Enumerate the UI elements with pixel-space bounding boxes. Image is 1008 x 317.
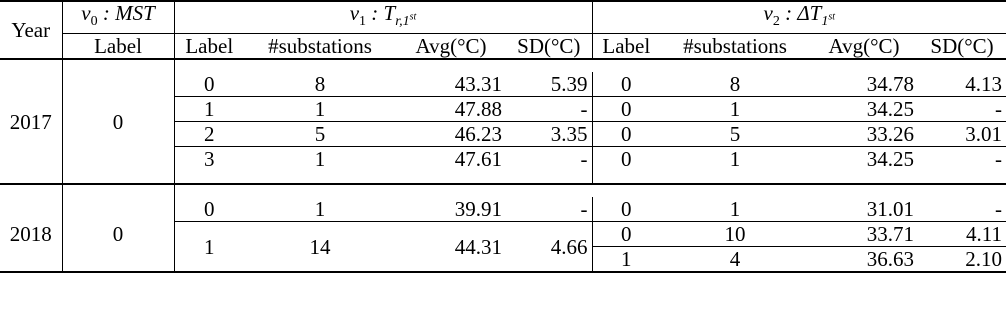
v1-name-subscript: r,1st bbox=[395, 11, 417, 30]
v1-substations-cell: 1 bbox=[244, 97, 396, 122]
v1-avg-cell: 44.31 bbox=[396, 222, 506, 273]
v1-substations-cell: 14 bbox=[244, 222, 396, 273]
v2-avg-cell: 34.25 bbox=[810, 97, 918, 122]
v2-label-cell: 0 bbox=[592, 222, 660, 247]
v0-header bbox=[62, 1, 174, 34]
v1-label-cell: 0 bbox=[174, 72, 244, 97]
v2-substations-cell: 5 bbox=[660, 122, 810, 147]
v1-header bbox=[174, 1, 592, 34]
v1-label-cell: 1 bbox=[174, 97, 244, 122]
v0-subscript: 0 bbox=[90, 14, 98, 30]
v0-symbol: v bbox=[81, 1, 91, 25]
v1-label-cell: 1 bbox=[174, 222, 244, 273]
v2-sd-cell: 2.10 bbox=[918, 247, 1006, 273]
v2-label-cell: 0 bbox=[592, 72, 660, 97]
v2-label-cell: 0 bbox=[592, 97, 660, 122]
v1-substations-cell: 1 bbox=[314, 147, 326, 172]
v2-header bbox=[592, 1, 1006, 34]
header-row-columns bbox=[0, 34, 1006, 60]
v1-avg-cell: 39.91 bbox=[396, 197, 506, 222]
v1-sd-cell: 4.66 bbox=[506, 222, 592, 273]
v1-sd-cell: 3.35 bbox=[506, 122, 592, 147]
year-header: Year bbox=[0, 1, 62, 59]
v1-col-avg: Avg(°C) bbox=[396, 34, 506, 60]
v2-avg-cell: 31.01 bbox=[810, 197, 918, 222]
v2-substations-cell: 1 bbox=[660, 197, 810, 222]
v2-col-avg: Avg(°C) bbox=[810, 34, 918, 60]
v2-name-subscript: 1st bbox=[821, 11, 836, 30]
v1-label-cell: 3 bbox=[174, 147, 244, 172]
v2-avg-cell: 33.26 bbox=[810, 122, 918, 147]
v2-col-sd: SD(°C) bbox=[918, 34, 1006, 60]
header-row-variables bbox=[0, 1, 1006, 34]
v1-col-label: Label bbox=[174, 34, 244, 60]
v1-col-substations: #substations bbox=[244, 34, 396, 60]
v0-label-cell: 0 bbox=[62, 72, 174, 171]
v1-avg-cell: 43.31 bbox=[396, 72, 506, 97]
v1-label-cell: 2 bbox=[174, 122, 244, 147]
v2-substations-cell: 8 bbox=[660, 72, 810, 97]
year-cell: 2018 bbox=[0, 197, 62, 272]
v1-sd-cell: - bbox=[506, 97, 592, 122]
v1-sd-cell: - bbox=[506, 147, 592, 172]
v1-substations-cell: 1 bbox=[244, 197, 396, 222]
v2-sd-cell: 3.01 bbox=[918, 122, 1006, 147]
v2-avg-cell: 34.25 bbox=[866, 147, 915, 172]
spacer bbox=[0, 184, 1006, 197]
table-row bbox=[0, 197, 1006, 222]
v1-avg-cell: 46.23 bbox=[396, 122, 506, 147]
v2-sd-cell: 4.13 bbox=[918, 72, 1006, 97]
v1-substations-cell: 5 bbox=[244, 122, 396, 147]
v0-label-header: Label bbox=[62, 34, 174, 60]
v2-col-substations: #substations bbox=[660, 34, 810, 60]
v2-label-cell: 0 bbox=[621, 147, 632, 172]
v2-symbol: v bbox=[763, 1, 773, 25]
v2-subscript: 2 bbox=[772, 14, 780, 30]
v2-avg-cell: 34.78 bbox=[810, 72, 918, 97]
v2-substations-cell: 4 bbox=[660, 247, 810, 273]
v2-avg-cell: 33.71 bbox=[810, 222, 918, 247]
v1-subscript: 1 bbox=[359, 14, 367, 30]
v1-sd-cell: - bbox=[506, 197, 592, 222]
v2-label-cell: 0 bbox=[592, 122, 660, 147]
spacer bbox=[0, 171, 1006, 184]
v2-substations-cell: 10 bbox=[660, 222, 810, 247]
year-cell: 2017 bbox=[9, 109, 52, 134]
v1-substations-cell: 8 bbox=[244, 72, 396, 97]
v2-name: : ΔT bbox=[785, 1, 822, 25]
v1-avg-cell: 47.88 bbox=[396, 97, 506, 122]
v2-col-label: Label bbox=[592, 34, 660, 60]
v1-avg-cell: 47.61 bbox=[454, 147, 502, 172]
v2-substations-cell: 1 bbox=[729, 147, 741, 172]
v2-avg-cell: 36.63 bbox=[810, 247, 918, 273]
table-row bbox=[0, 72, 1006, 97]
spacer bbox=[0, 59, 1006, 72]
v2-label-cell: 0 bbox=[592, 197, 660, 222]
v1-sd-cell: 5.39 bbox=[506, 72, 592, 97]
v2-sd-cell: - bbox=[918, 197, 1006, 222]
v1-symbol: v bbox=[349, 1, 360, 25]
v2-substations-cell: 1 bbox=[660, 97, 810, 122]
v1-col-sd: SD(°C) bbox=[506, 34, 592, 60]
v2-sd-cell: 4.11 bbox=[918, 222, 1006, 247]
v2-sd-cell: - bbox=[995, 147, 1003, 172]
v1-name: : T bbox=[371, 1, 396, 25]
v2-label-cell: 1 bbox=[592, 247, 660, 273]
v0-label-cell: 0 bbox=[62, 197, 174, 272]
v2-sd-cell: - bbox=[918, 97, 1006, 122]
v1-label-cell: 0 bbox=[174, 197, 244, 222]
v0-name: : MST bbox=[102, 1, 155, 25]
